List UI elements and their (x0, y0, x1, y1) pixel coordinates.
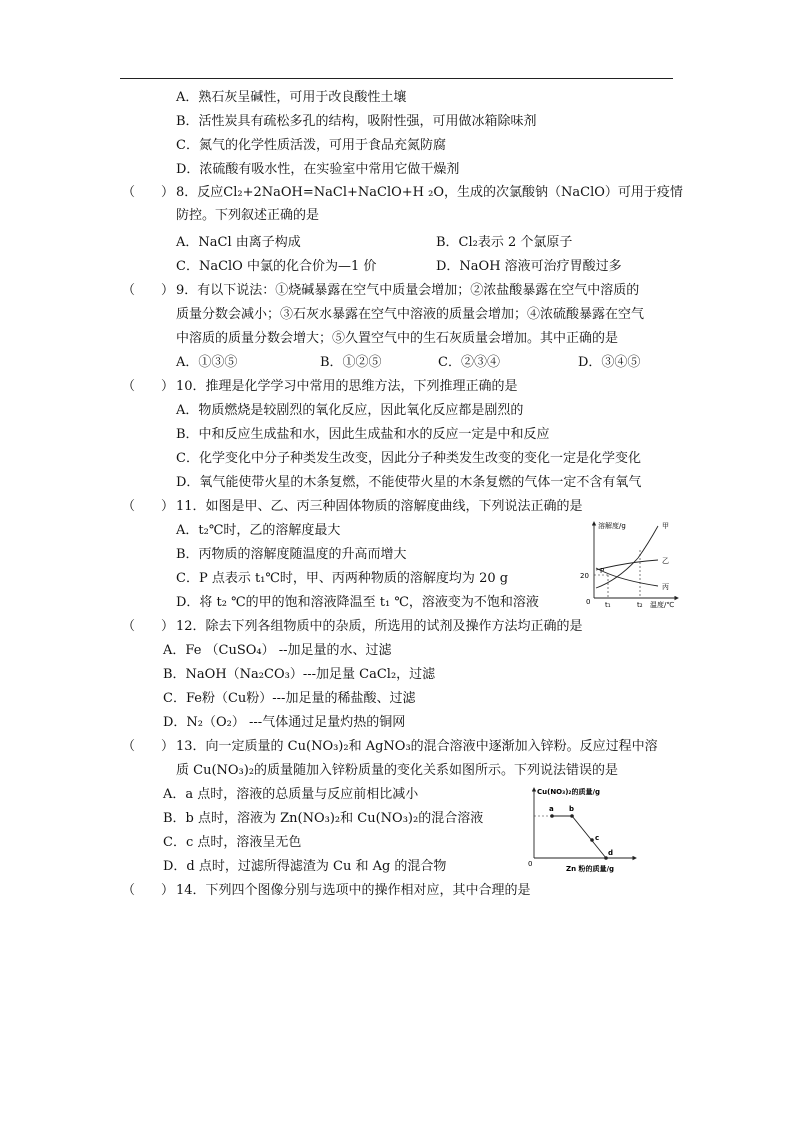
cu-graph-x-label: Zn 粉的质量/g (566, 865, 615, 873)
q11-option-b: B．丙物质的溶解度随温度的升高而增大 (176, 547, 407, 562)
q7-option-b: B．活性炭具有疏松多孔的结构，吸附性强，可用做冰箱除味剂 (176, 114, 537, 129)
q9-answer-paren: （ ） (122, 283, 175, 298)
q13-stem-line1: 13．向一定质量的 Cu(NO₃)₂和 AgNO₃的混合溶液中逐渐加入锌粉。反应过程中溶 (176, 739, 658, 754)
q9-option-a: A．①③⑤ (176, 355, 238, 370)
cu-graph-label-c: c (595, 834, 600, 842)
q11-option-c: C．P 点表示 t₁℃时，甲、丙两种物质的溶解度均为 20 g (176, 571, 509, 586)
cu-graph-point-a (550, 814, 554, 818)
q13-answer-paren: （ ） (122, 739, 175, 754)
cu-graph-label-d: d (608, 849, 614, 857)
q12-answer-paren: （ ） (122, 619, 175, 634)
solubility-t2-label: t₂ (637, 601, 643, 609)
q9-stem-line1: 9．有以下说法：①烧碱暴露在空气中质量会增加；②浓盐酸暴露在空气中溶质的 (176, 283, 640, 298)
q10-option-a: A．物质燃烧是较剧烈的氧化反应，因此氧化反应都是剧烈的 (176, 403, 524, 418)
solubility-legend-yi: 乙 (662, 557, 669, 565)
q11-answer-paren: （ ） (122, 499, 175, 514)
q10-stem: 10．推理是化学学习中常用的思维方法，下列推理正确的是 (176, 379, 518, 394)
q9-option-b: B．①②⑤ (320, 355, 382, 370)
solubility-point-p: P (600, 567, 605, 575)
solubility-legend-bing: 丙 (662, 583, 669, 591)
cu-graph-point-b (570, 814, 574, 818)
q7-option-a: A．熟石灰呈碱性，可用于改良酸性土壤 (176, 90, 407, 105)
solubility-legend-jia: 甲 (662, 522, 669, 530)
cu-graph-point-c (590, 838, 594, 842)
q12-option-d: D．N₂（O₂） ---气体通过足量灼热的铜网 (163, 715, 406, 730)
q8-options-row1 (0, 235, 793, 251)
q8-options-row2 (0, 259, 793, 275)
solubility-x-label: 温度/℃ (650, 601, 675, 609)
q8-stem-line2: 防控。下列叙述正确的是 (176, 208, 320, 223)
solubility-curve-graph (578, 518, 682, 610)
q12-option-a: A．Fe （CuSO₄） --加足量的水、过滤 (163, 643, 392, 658)
q9-options-row (0, 355, 793, 371)
q8-answer-paren: （ ） (122, 185, 175, 200)
q8-option-b: B．Cl₂表示 2 个氯原子 (436, 235, 573, 250)
q12-stem: 12．除去下列各组物质中的杂质，所选用的试剂及操作方法均正确的是 (176, 619, 583, 634)
q12-option-c: C．Fe粉（Cu粉）---加足量的稀盐酸、过滤 (163, 691, 416, 706)
q10-answer-paren: （ ） (122, 379, 175, 394)
q10-option-c: C．化学变化中分子种类发生改变，因此分子种类发生改变的变化一定是化学变化 (176, 451, 641, 466)
q11-option-a: A．t₂℃时，乙的溶解度最大 (176, 523, 341, 538)
solubility-origin: 0 (586, 598, 591, 606)
solubility-curve-jia (596, 526, 658, 588)
q11-option-d: D．将 t₂ ℃的甲的饱和溶液降温至 t₁ ℃，溶液变为不饱和溶液 (176, 595, 539, 610)
q10-option-d: D．氧气能使带火星的木条复燃，不能使带火星的木条复燃的气体一定不含有氧气 (176, 475, 642, 490)
q14-answer-paren: （ ） (122, 883, 175, 898)
q8-option-a: A．NaCl 由离子构成 (176, 235, 301, 250)
q9-stem-line2: 质量分数会减小；③石灰水暴露在空气中溶液的质量会增加；④浓硫酸暴露在空气 (176, 307, 645, 322)
q13-option-b: B．b 点时，溶液为 Zn(NO₃)₂和 Cu(NO₃)₂的混合溶液 (163, 811, 484, 826)
solubility-curve-bing (596, 568, 658, 586)
cu-graph-label-a: a (549, 805, 554, 813)
header-rule (120, 78, 673, 79)
q13-stem-line2: 质 Cu(NO₃)₂的质量随加入锌粉质量的变化关系如图所示。下列说法错误的是 (176, 763, 619, 778)
q9-option-c: C．②③④ (438, 355, 500, 370)
cu-graph-origin: 0 (528, 860, 533, 868)
q13-option-d: D．d 点时，过滤所得滤渣为 Cu 和 Ag 的混合物 (163, 859, 447, 874)
q11-stem: 11．如图是甲、乙、丙三种固体物质的溶解度曲线，下列说法正确的是 (176, 499, 583, 514)
q8-option-d: D．NaOH 溶液可治疗胃酸过多 (436, 259, 622, 274)
q8-stem-line1: 8．反应Cl₂+2NaOH=NaCl+NaClO+H ₂O，生成的次氯酸钠（NaClO）可用于疫情 (176, 185, 683, 200)
solubility-y-label: 溶解度/g (598, 522, 626, 530)
q9-option-d: D．③④⑤ (578, 355, 641, 370)
q9-stem-line3: 中溶质的质量分数会增大；⑤久置空气中的生石灰质量会增加。其中正确的是 (176, 331, 619, 346)
cu-graph-label-b: b (569, 805, 575, 813)
q13-option-a: A．a 点时，溶液的总质量与反应前相比减小 (163, 787, 419, 802)
solubility-y20-label: 20 (580, 572, 589, 580)
q10-option-b: B．中和反应生成盐和水，因此生成盐和水的反应一定是中和反应 (176, 427, 550, 442)
solubility-t1-label: t₁ (605, 601, 611, 609)
q7-option-d: D．浓硫酸有吸水性，在实验室中常用它做干燥剂 (176, 162, 460, 177)
q14-stem: 14．下列四个图像分别与选项中的操作相对应，其中合理的是 (176, 883, 531, 898)
q12-option-b: B．NaOH（Na₂CO₃）---加足量 CaCl₂，过滤 (163, 667, 436, 682)
q7-option-c: C．氮气的化学性质活泼，可用于食品充氮防腐 (176, 138, 446, 153)
q13-option-c: C．c 点时，溶液呈无色 (163, 835, 302, 850)
cu-graph-y-label: Cu(NO₃)₂的质量/g (537, 788, 601, 796)
cu-nitrate-mass-graph (522, 784, 640, 876)
q8-option-c: C．NaClO 中氯的化合价为—1 价 (176, 259, 377, 274)
